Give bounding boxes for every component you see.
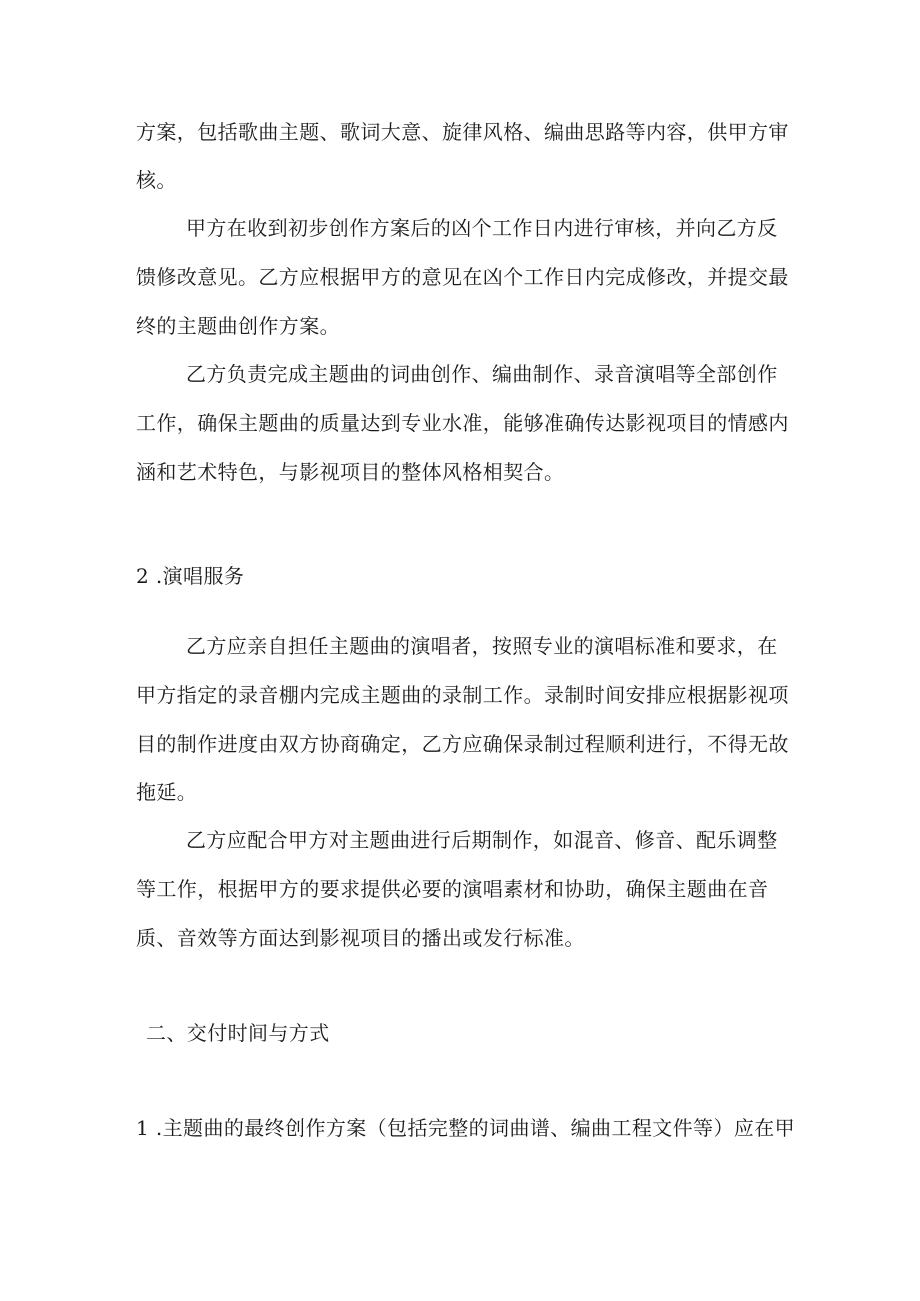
- section-heading: 2 .演唱服务: [136, 564, 245, 588]
- paragraph-line: 馈修改意见。乙方应根据甲方的意见在凶个工作日内完成修改，并提交最: [136, 265, 789, 289]
- paragraph-line: 终的主题曲创作方案。: [136, 314, 340, 338]
- paragraph-line: 甲方在收到初步创作方案后的凶个工作日内进行审核，并向乙方反: [186, 216, 778, 240]
- paragraph-line: 质、音效等方面达到影视项目的播出或发行标准。: [136, 926, 585, 950]
- chapter-heading: 二、交付时间与方式: [146, 1021, 330, 1045]
- paragraph-line: 目的制作进度由双方协商确定，乙方应确保录制过程顺利进行，不得无故: [136, 732, 789, 756]
- paragraph-line: 等工作，根据甲方的要求提供必要的演唱素材和协助，确保主题曲在音: [136, 877, 769, 901]
- paragraph-line: 拖延。: [136, 780, 198, 804]
- paragraph-line: 方案，包括歌曲主题、歌词大意、旋律风格、编曲思路等内容，供甲方审: [136, 120, 789, 144]
- paragraph-line: 乙方应亲自担任主题曲的演唱者，按照专业的演唱标准和要求，在: [186, 634, 778, 658]
- paragraph-line: 核。: [136, 168, 177, 192]
- section-heading: 1 .主题曲的最终创作方案（包括完整的词曲谱、编曲工程文件等）应在甲: [136, 1116, 796, 1140]
- paragraph-line: 乙方负责完成主题曲的词曲创作、编曲制作、录音演唱等全部创作: [186, 362, 778, 386]
- paragraph-line: 工作，确保主题曲的质量达到专业水准，能够准确传达影视项目的情感内: [136, 411, 789, 435]
- paragraph-line: 甲方指定的录音棚内完成主题曲的录制工作。录制时间安排应根据影视项: [136, 683, 789, 707]
- paragraph-line: 涵和艺术特色，与影视项目的整体风格相契合。: [136, 460, 565, 484]
- paragraph-line: 乙方应配合甲方对主题曲进行后期制作，如混音、修音、配乐调整: [186, 828, 778, 852]
